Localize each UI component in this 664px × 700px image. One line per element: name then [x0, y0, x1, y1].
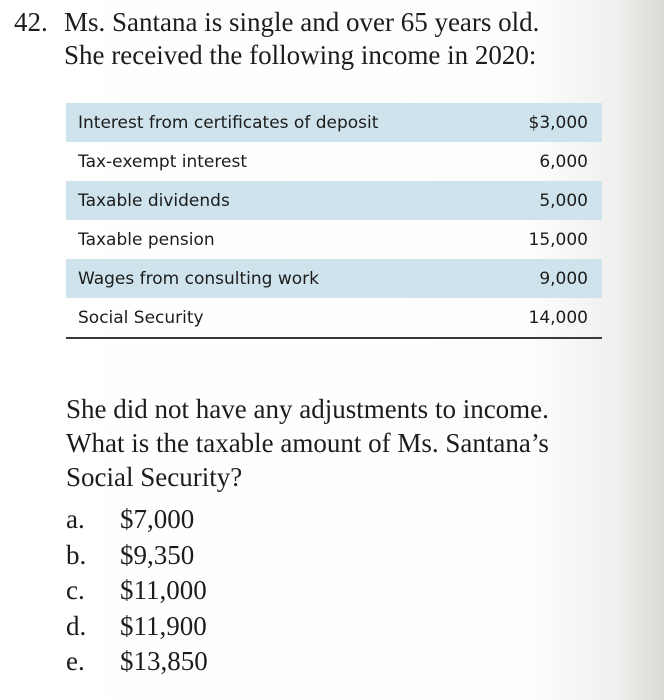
- income-table: [66, 103, 602, 339]
- choice-letter: e.: [66, 646, 85, 676]
- followup-line-3: Social Security?: [66, 462, 243, 492]
- followup-line-2: What is the taxable amount of Ms. Santana’s: [66, 428, 549, 458]
- row-label: Wages from consulting work: [78, 268, 319, 289]
- row-amount: 6,000: [539, 151, 588, 172]
- choice-letter: c.: [66, 575, 85, 605]
- choice-letter: b.: [66, 539, 87, 570]
- answer-choice-a[interactable]: [66, 502, 208, 538]
- row-label: Taxable dividends: [78, 190, 230, 211]
- answer-choice-b[interactable]: [66, 538, 208, 574]
- choice-value: $11,900: [120, 610, 207, 641]
- row-amount: 14,000: [528, 307, 588, 328]
- question-line-1: [14, 6, 614, 39]
- table-row: [66, 220, 602, 259]
- question-text-1: Ms. Santana is single and over 65 years old.: [64, 7, 540, 37]
- choice-value: $11,000: [120, 575, 207, 605]
- followup-line-1: She did not have any adjustments to income.: [66, 394, 549, 424]
- question-stem: [14, 6, 614, 72]
- answer-choice-c[interactable]: [66, 573, 208, 609]
- row-amount: $3,000: [528, 112, 588, 133]
- table-row: [66, 259, 602, 298]
- row-amount: 5,000: [539, 190, 588, 211]
- table-row: [66, 181, 602, 220]
- row-amount: 9,000: [539, 268, 588, 289]
- choice-letter: d.: [66, 610, 87, 641]
- table-row: [66, 142, 602, 181]
- followup-question: [66, 392, 626, 494]
- choice-value: $9,350: [120, 539, 195, 570]
- choice-letter: a.: [66, 504, 85, 534]
- answer-choices: [66, 502, 208, 680]
- table-row: [66, 103, 602, 142]
- table-row: [66, 298, 602, 337]
- row-label: Interest from certificates of deposit: [78, 112, 379, 133]
- row-label: Social Security: [78, 307, 204, 328]
- row-label: Tax-exempt interest: [78, 151, 247, 172]
- row-amount: 15,000: [528, 229, 588, 250]
- question-number: 42.: [14, 7, 48, 37]
- choice-value: $7,000: [120, 504, 195, 534]
- choice-value: $13,850: [120, 646, 208, 676]
- answer-choice-d[interactable]: [66, 609, 208, 645]
- answer-choice-e[interactable]: [66, 644, 208, 680]
- row-label: Taxable pension: [78, 229, 215, 250]
- question-text-2: She received the following income in 2020:: [64, 40, 537, 70]
